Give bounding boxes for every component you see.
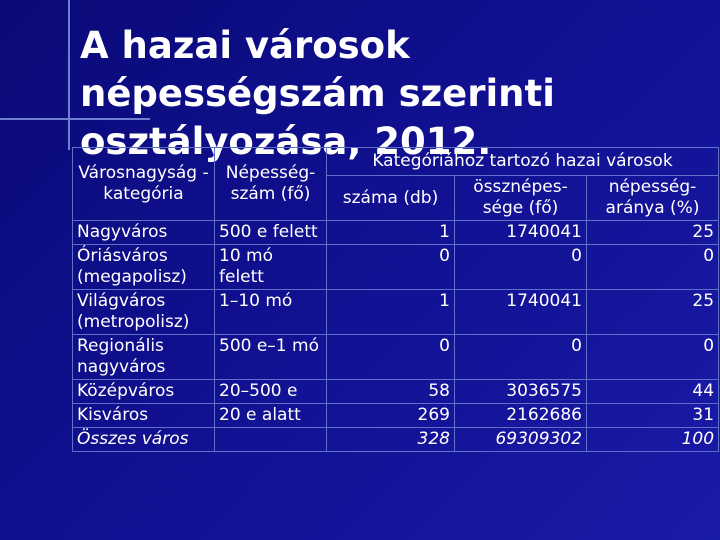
header-group: Kategóriához tartozó hazai városok (327, 148, 719, 176)
cell-population: 500 e–1 mó (215, 335, 327, 380)
cell-share: 44 (587, 380, 719, 404)
cell-population: 500 e felett (215, 221, 327, 245)
total-row (73, 428, 719, 452)
cell-total-total: 69309302 (455, 428, 587, 452)
cell-total-count: 328 (327, 428, 455, 452)
cell-category: Világváros (metropolisz) (73, 290, 215, 335)
cell-total-share: 100 (587, 428, 719, 452)
cell-category: Középváros (73, 380, 215, 404)
table-row (73, 245, 719, 290)
header-population: Népesség-szám (fő) (215, 148, 327, 221)
header-row (73, 148, 719, 176)
header-category: Városnagyság -kategória (73, 148, 215, 221)
cell-share: 25 (587, 221, 719, 245)
table-row (73, 380, 719, 404)
cell-total-population (215, 428, 327, 452)
cell-share: 0 (587, 245, 719, 290)
cell-population: 10 mó felett (215, 245, 327, 290)
cell-population: 20 e alatt (215, 404, 327, 428)
cell-category: Óriásváros (megapolisz) (73, 245, 215, 290)
cell-population: 20–500 e (215, 380, 327, 404)
header-total: össznépes-sége (fő) (455, 176, 587, 221)
cell-count: 0 (327, 335, 455, 380)
cell-share: 31 (587, 404, 719, 428)
decorative-vertical-line (68, 0, 70, 150)
table-row (73, 335, 719, 380)
cell-share: 25 (587, 290, 719, 335)
cities-table (72, 147, 719, 452)
cell-share: 0 (587, 335, 719, 380)
cell-count: 269 (327, 404, 455, 428)
cell-category: Regionális nagyváros (73, 335, 215, 380)
cell-total: 0 (455, 245, 587, 290)
cell-total: 1740041 (455, 290, 587, 335)
table-row (73, 290, 719, 335)
cell-total: 3036575 (455, 380, 587, 404)
cell-total: 1740041 (455, 221, 587, 245)
cell-total: 0 (455, 335, 587, 380)
header-count: száma (db) (327, 176, 455, 221)
cell-count: 1 (327, 221, 455, 245)
cell-category: Kisváros (73, 404, 215, 428)
header-share: népesség-aránya (%) (587, 176, 719, 221)
cell-population: 1–10 mó (215, 290, 327, 335)
table-row (73, 404, 719, 428)
cell-count: 58 (327, 380, 455, 404)
cell-total: 2162686 (455, 404, 587, 428)
table-row (73, 221, 719, 245)
cell-count: 1 (327, 290, 455, 335)
cell-total-category: Összes város (73, 428, 215, 452)
cell-category: Nagyváros (73, 221, 215, 245)
cell-count: 0 (327, 245, 455, 290)
page-title: A hazai városok népességszám szerinti osztályozása, 2012. (80, 24, 555, 163)
